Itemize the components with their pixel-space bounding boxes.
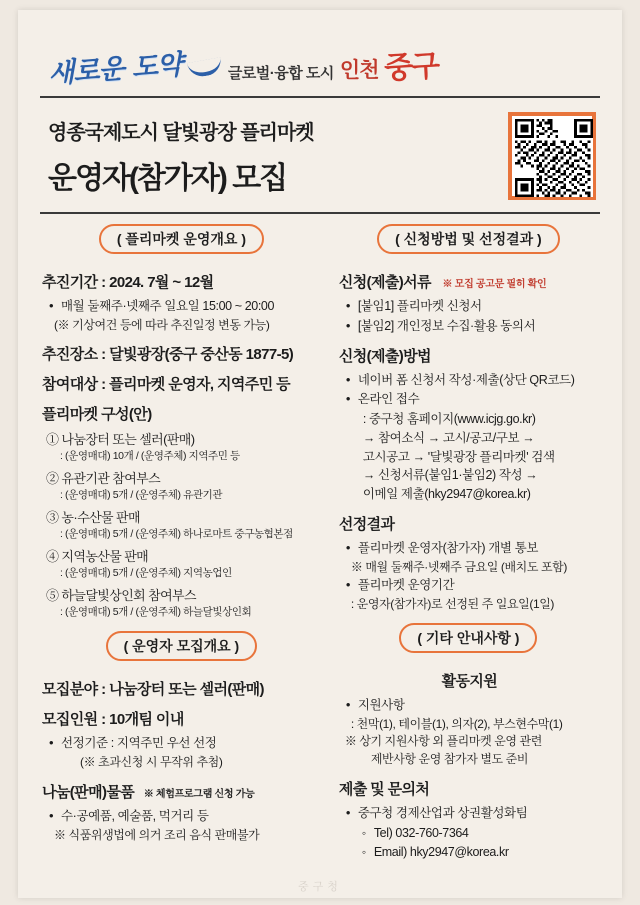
- contact-tel[interactable]: ◦ Tel) 032-760-7364: [361, 824, 600, 843]
- section-pill-overview: ( 플리마켓 운영개요 ): [99, 224, 264, 254]
- compose-sub-3: : (운영매대) 5개 / (운영주체) 하나로마트 중구농협본점: [60, 528, 293, 541]
- count-list: [48, 734, 323, 753]
- field-heading: 모집분야 : 나눔장터 또는 셀러(판매): [42, 681, 264, 699]
- section-pill-recruit: ( 운영자 모집개요 ): [106, 631, 258, 661]
- compose-name-4: 지역농산물 판매: [61, 549, 149, 565]
- poster: [18, 10, 622, 898]
- doc-heading: [339, 271, 600, 292]
- title-subtitle: 영종국제도시 달빛광장 플리마켓: [48, 121, 314, 144]
- compose-no-1: ①: [46, 432, 59, 448]
- result-note: ※ 매월 둘째주·넷째주 금요일 (배치도 포함): [350, 559, 567, 574]
- goods-note: ※ 식품위생법에 의거 조리 음식 판매불가: [54, 828, 260, 843]
- title-block: [40, 98, 600, 214]
- compose-name-1: 나눔장터 또는 셀러(판매): [61, 432, 195, 448]
- list-item: [46, 546, 323, 565]
- list-item: [46, 585, 323, 604]
- list-item: • 지원사항: [345, 696, 600, 715]
- goods-list: [48, 807, 323, 826]
- list-item: • 온라인 접수: [345, 390, 600, 409]
- method-detail-4: 이메일 제출(hky2947@korea.kr): [362, 487, 531, 501]
- brand-header: [40, 24, 600, 98]
- compose-no-5: ⑤: [46, 588, 59, 604]
- support-note-2: 제반사항 운영 참가자 별도 준비: [370, 751, 529, 766]
- list-item: [46, 468, 323, 487]
- period-list: [48, 297, 323, 316]
- swoosh-icon: [187, 57, 223, 79]
- result-list: [345, 539, 600, 558]
- compose-no-2: ②: [46, 471, 59, 487]
- list-item: [46, 507, 323, 526]
- goods-label: 나눔(판매)물품: [42, 784, 135, 802]
- method-heading: 신청(제출)방법: [338, 347, 431, 365]
- count-note: (※ 초과신청 시 무작위 추첨): [80, 754, 223, 769]
- result-detail: : 운영자(참가자)로 선정된 주 일요일(1일): [350, 596, 555, 611]
- watermark: 중구청: [298, 881, 342, 893]
- contact-heading: 제출 및 문의처: [338, 780, 430, 798]
- brand-district: 중구: [383, 48, 440, 87]
- list-item: • [붙임2] 개인정보 수집·활용 동의서: [345, 317, 600, 336]
- goods-badge: ※ 체험프로그램 신청 가능: [143, 789, 255, 801]
- list-item: • [붙임1] 플리마켓 신청서: [345, 297, 600, 316]
- method-detail-0: : 중구청 홈페이지(www.icjg.go.kr): [362, 412, 536, 426]
- list-item: • 선정기준 : 지역주민 우선 선정: [48, 734, 323, 753]
- method-detail-1: → 참여소식 → 고시/공고/구보 →: [362, 430, 535, 445]
- compose-heading: 플리마켓 구성(안): [42, 406, 152, 424]
- support-list: [345, 696, 600, 715]
- contact-email[interactable]: ◦ Email) hky2947@korea.kr: [361, 843, 600, 862]
- list-item: • 플리마켓 운영기간: [345, 576, 600, 595]
- compose-name-5: 하늘달빛상인회 참여부스: [61, 588, 196, 604]
- compose-no-3: ③: [46, 510, 59, 526]
- place-heading: 추진장소 : 달빛광장(중구 중산동 1877-5): [42, 346, 294, 364]
- compose-list: [40, 429, 323, 619]
- list-item: • 네이버 폼 신청서 작성·제출(상단 QR코드): [345, 371, 600, 390]
- support-heading: 활동지원: [441, 673, 498, 691]
- contact-sub-list: [361, 824, 600, 863]
- doc-badge: ※ 모집 공고문 필히 확인: [442, 279, 547, 290]
- section-pill-etc: ( 기타 안내사항 ): [399, 623, 537, 653]
- brand-tagline: 글로벌·융합 도시: [227, 65, 334, 82]
- compose-name-2: 유관기관 참여부스: [61, 471, 161, 487]
- right-column: [337, 224, 600, 863]
- list-item: • 수·공예품, 예술품, 먹거리 등: [48, 807, 323, 826]
- result-list-2: [345, 576, 600, 595]
- target-heading: 참여대상 : 플리마켓 운영자, 지역주민 등: [42, 376, 291, 394]
- doc-list: [345, 297, 600, 336]
- support-note-1: ※ 상기 지원사항 외 플리마켓 운영 관련: [344, 734, 542, 749]
- list-item: • 플리마켓 운영자(참가자) 개별 통보: [345, 539, 600, 558]
- count-heading: 모집인원 : 10개팀 이내: [42, 711, 184, 729]
- contact-list: [345, 804, 600, 823]
- compose-no-4: ④: [46, 549, 59, 565]
- page-title: 운영자(참가자) 모집: [48, 161, 287, 195]
- compose-sub-1: : (운영매대) 10개 / (운영주체) 지역주민 등: [60, 450, 240, 463]
- result-heading: 선정결과: [338, 515, 395, 533]
- list-item: • 중구청 경제산업과 상권활성화팀: [345, 804, 600, 823]
- list-item: • 매월 둘째주·넷째주 일요일 15:00 ~ 20:00: [48, 297, 323, 316]
- goods-heading: [42, 781, 323, 802]
- method-list: [345, 371, 600, 410]
- doc-label: 신청(제출)서류: [338, 274, 431, 291]
- brand-city: 인천: [339, 59, 379, 82]
- period-heading: 추진기간 : 2024. 7월 ~ 12월: [42, 274, 214, 291]
- qr-code[interactable]: [508, 112, 596, 200]
- brand-script-logo: 새로운 도약: [47, 49, 183, 90]
- content-columns: [40, 214, 600, 863]
- section-pill-apply: ( 신청방법 및 선정결과 ): [377, 224, 560, 254]
- list-item: [46, 429, 323, 448]
- left-column: [40, 224, 323, 863]
- support-detail: : 천막(1), 테이블(1), 의자(2), 부스현수막(1): [350, 716, 563, 731]
- compose-sub-4: : (운영매대) 5개 / (운영주체) 지역농업인: [60, 567, 232, 580]
- compose-sub-5: : (운영매대) 5개 / (운영주체) 하늘달빛상인회: [60, 606, 252, 619]
- period-note: (※ 기상여건 등에 따라 추진일정 변동 가능): [54, 317, 270, 332]
- compose-name-3: 농·수산물 판매: [61, 510, 140, 526]
- method-detail-3: → 신청서류(붙임1·붙임2) 작성 →: [362, 468, 538, 483]
- compose-sub-2: : (운영매대) 5개 / (운영주체) 유관기관: [60, 489, 223, 502]
- method-detail-2: 고시공고 → '달빛광장 플리마켓' 검색: [362, 449, 555, 464]
